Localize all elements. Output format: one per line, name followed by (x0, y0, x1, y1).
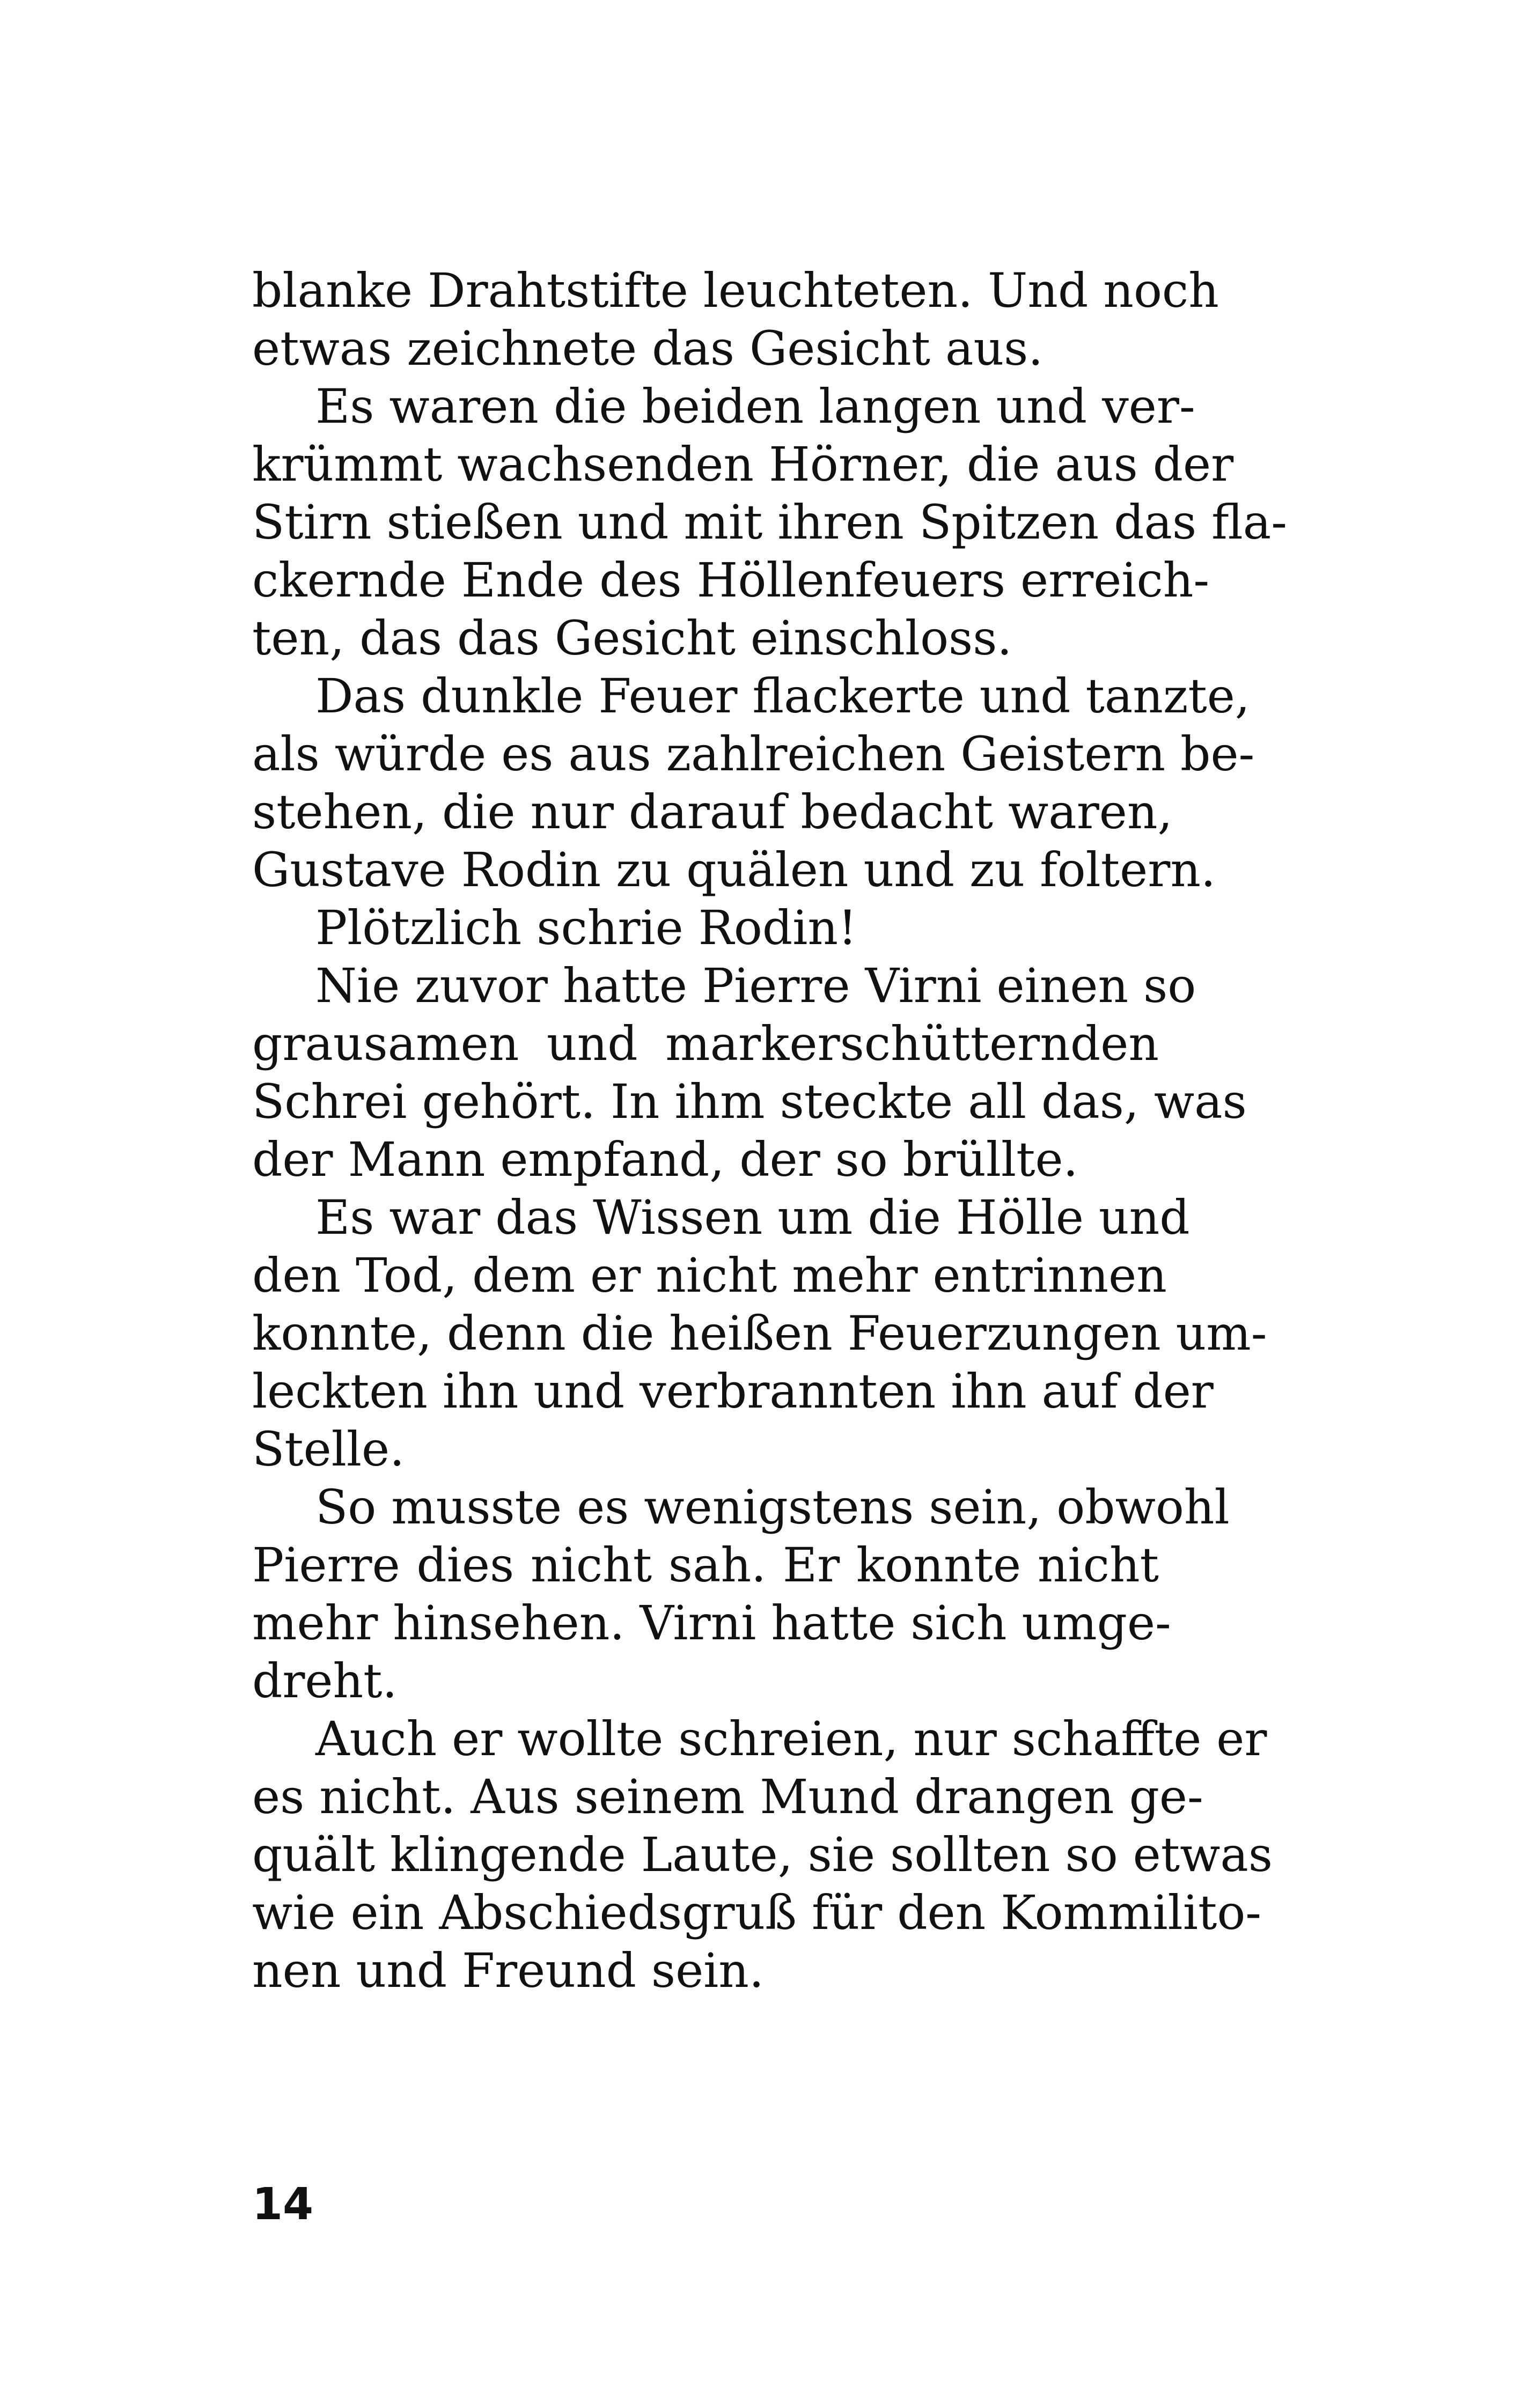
text-line: wie ein Abschiedsgruß für den Kommilito- (252, 1885, 1262, 1940)
text-line: etwas zeichnete das Gesicht aus. (252, 321, 1044, 376)
text-line: leckten ihn und verbrannten ihn auf der (252, 1364, 1214, 1419)
text-line: Nie zuvor hatte Pierre Virni einen so (315, 958, 1196, 1013)
text-line: Es waren die beiden langen und ver- (315, 379, 1195, 434)
text-line: Das dunkle Feuer flackerte und tanzte, (315, 668, 1250, 724)
text-line: Schrei gehört. In ihm steckte all das, was (252, 1074, 1247, 1129)
text-line: den Tod, dem er nicht mehr entrinnen (252, 1248, 1167, 1303)
body-text (252, 262, 1287, 2000)
text-line: als würde es aus zahlreichen Geistern be- (252, 726, 1255, 782)
page-number: 14 (252, 2179, 314, 2230)
text-line: nen und Freund sein. (252, 1943, 764, 1998)
text-line: Gustave Rodin zu quälen und zu foltern. (252, 842, 1216, 897)
text-line: Plötzlich schrie Rodin! (315, 900, 857, 955)
text-line: Es war das Wissen um die Hölle und (315, 1190, 1190, 1245)
text-line: ten, das das Gesicht einschloss. (252, 610, 1012, 666)
text-line: Stirn stießen und mit ihren Spitzen das fla- (252, 495, 1287, 550)
text-line: es nicht. Aus seinem Mund drangen ge- (252, 1769, 1203, 1824)
text-line: Stelle. (252, 1422, 405, 1477)
text-line: blanke Drahtstifte leuchteten. Und noch (252, 263, 1219, 318)
text-line: stehen, die nur darauf bedacht waren, (252, 784, 1173, 840)
text-line: ckernde Ende des Höllenfeuers erreich- (252, 553, 1210, 608)
text-line: krümmt wachsenden Hörner, die aus der (252, 437, 1234, 492)
text-line: konnte, denn die heißen Feuerzungen um- (252, 1306, 1267, 1361)
text-line: So musste es wenigstens sein, obwohl (315, 1479, 1230, 1535)
text-line: Pierre dies nicht sah. Er konnte nicht (252, 1537, 1159, 1593)
text-line: Auch er wollte schreien, nur schaffte er (315, 1711, 1267, 1766)
text-line: grausamen und markerschütternden (252, 1016, 1159, 1071)
text-line: quält klingende Laute, sie sollten so etwas (252, 1827, 1273, 1882)
text-line: mehr hinsehen. Virni hatte sich umge- (252, 1595, 1171, 1651)
text-line: dreht. (252, 1653, 398, 1709)
text-line: der Mann empfand, der so brüllte. (252, 1132, 1078, 1187)
